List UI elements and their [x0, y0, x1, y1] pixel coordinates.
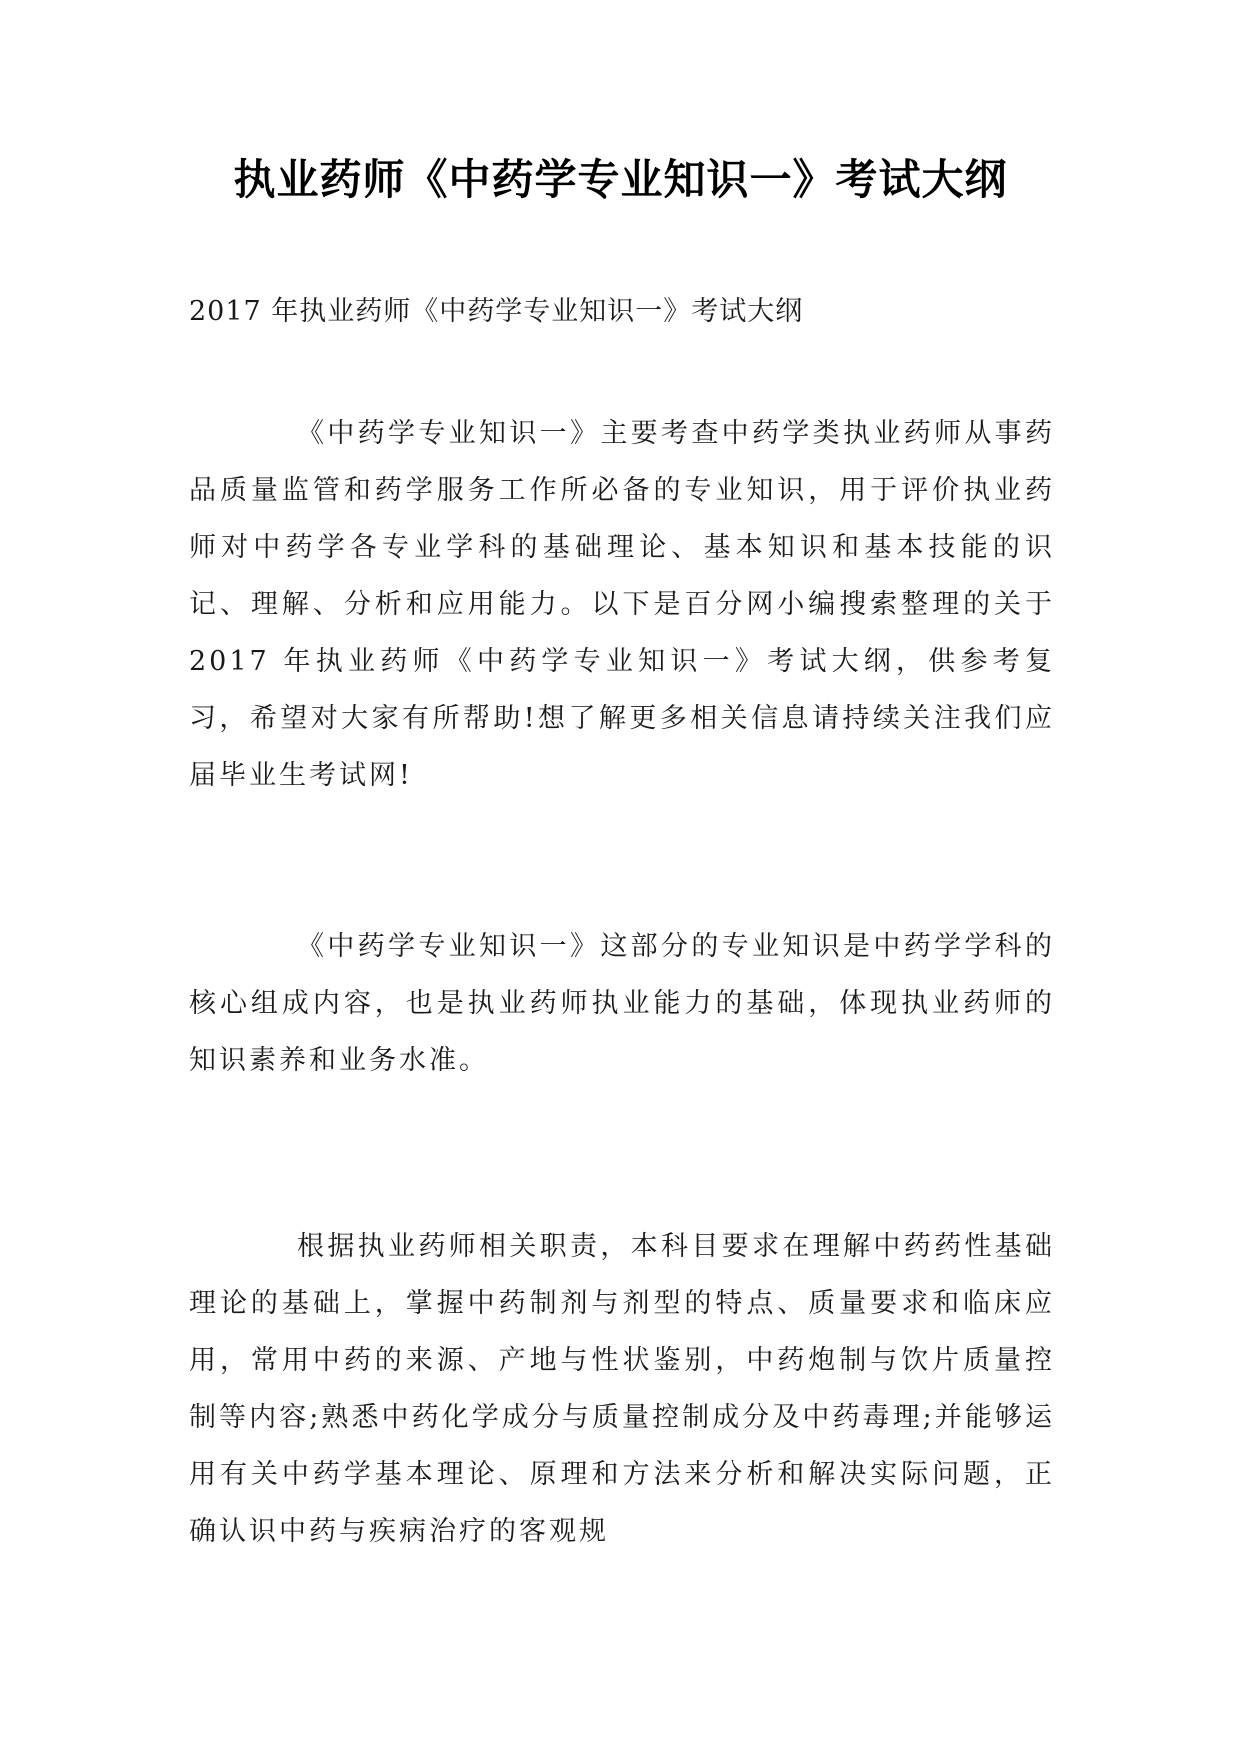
- document-title: 执业药师《中药学专业知识一》考试大纲: [233, 155, 1008, 204]
- paragraph-requirements: 根据执业药师相关职责，本科目要求在理解中药药性基础理论的基础上，掌握中药制剂与剂型的特点、质量要求和临床应用，常用中药的来源、产地与性状鉴别，中药炮制与饮片质量控制等内容;熟悉中药化学成分与质量控制成分及中药毒理;并能够运用有关中药学基本理论、原理和方法来分析和解决实际问题，正确认识中药与疾病治疗的客观规: [189, 1231, 1055, 1547]
- document-subtitle: 2017 年执业药师《中药学专业知识一》考试大纲: [189, 296, 804, 327]
- paragraph-core-content: 《中药学专业知识一》这部分的专业知识是中药学学科的核心组成内容，也是执业药师执业能力的基础，体现执业药师的知识素养和业务水准。: [189, 931, 1055, 1076]
- paragraph-intro: 《中药学专业知识一》主要考查中药学类执业药师从事药品质量监管和药学服务工作所必备的专业知识，用于评价执业药师对中药学各专业学科的基础理论、基本知识和基本技能的识记、理解、分析和应用能力。以下是百分网小编搜索整理的关于 2017 年执业药师《中药学专业知识一》考试大纲，供参考复习，希望对大家有所帮助!想了解更多相关信息请持续关注我们应届毕业生考试网!: [189, 418, 1055, 791]
